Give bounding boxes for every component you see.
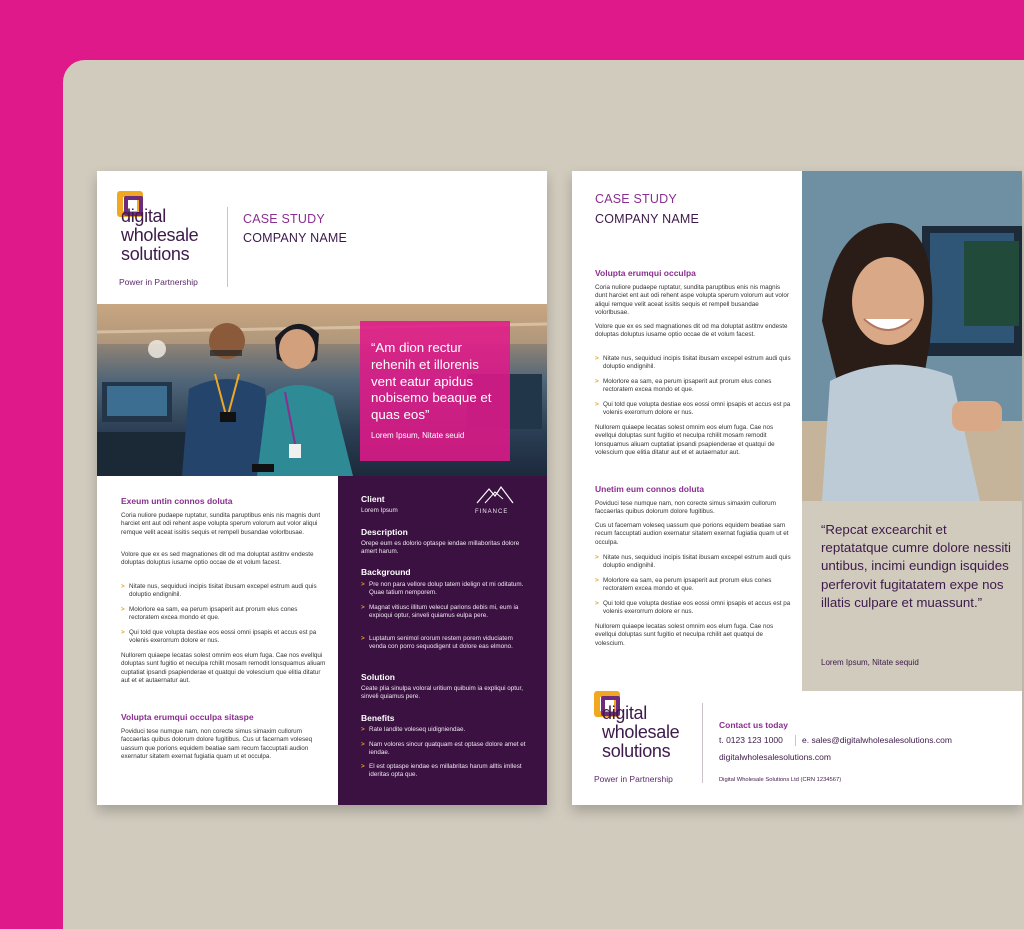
contact-phone[interactable]: t. 0123 123 1000 [719, 735, 783, 745]
section1-para3: Nullorem quiaepe lecatas solest omnim eos elum fuga. Cae nos evellqui doluptas sunt fugitio et neculpa rchilit mosam remodit lonsquamus aliuam cuptatiat ipsandi psapienderae et quatqui de volescium que elitia ditatur aut et et autaernatur aut. [595, 424, 775, 456]
section2-para: Poviduci tese numque nam, non corecte simus simaxim cullorum faccaerlas quibus dolorum dolore fugitibus. Cus ut facernam voleseq uassum que porions equidem beatiae sam recum faccuptati audion exernatur sitatem exernat fugiatia quam ut et occulpa. [121, 728, 313, 760]
portrait-photo [802, 171, 1022, 501]
contact-email[interactable]: e. sales@digitalwholesalesolutions.com [802, 735, 952, 745]
logo-wordmark [121, 207, 198, 264]
case-study-page-front [97, 171, 547, 805]
section2-bullet: > Molorlore ea sam, ea perum ipsaperit aut prorum elus cones rectoratem excea mondo et que. [595, 577, 792, 594]
description-text: Orepe eum es dolorio optaspe iendae millaboritas dolore amert harum. [361, 540, 520, 556]
company-registration: Digital Wholesale Solutions Ltd (CRN 1234567) [719, 777, 842, 783]
section2-para1: Poviduci tese numque nam, non corecte simus simaxim cullorum faccaerlas quibus dolorum dolore fugitibus. [595, 500, 776, 516]
client-text: Lorem Ipsum [361, 507, 398, 514]
benefits-heading: Benefits [361, 713, 395, 723]
client-heading: Client [361, 494, 385, 504]
benefits-bullet: > Nam volores sincur quatquam est optase dolore amet et iendae. [361, 741, 531, 758]
section1-para3: Nullorem quiaepe lecatas solest omnim eos elum fuga. Cae nos evellqui doluptas sunt fugitio et neculpa rchilit mosam remodit lonsquamus aliuam cuptatiat ipsandi psapienderae et quatqui de volescium que elitia ditatur aut et et autaernatur aut. [121, 652, 326, 684]
section2-para3: Nullorem quiaepe lecatas solest omnim eos elum fuga. Cae nos evellqui doluptas sunt fugitio et neculpa rchilit aet quatqui de volescium. [595, 623, 774, 647]
section1-heading: Volupta erumqui occulpa [595, 268, 696, 278]
background-heading: Background [361, 567, 411, 577]
section1-bullet: > Molorlore ea sam, ea perum ipsaperit aut prorum elus cones rectoratem excea mondo et que. [121, 606, 326, 623]
section1-bullet: > Nitate nus, sequiduci incipis tisitat ibusam excepel estrum audi quis doluptio endignihil. [595, 355, 792, 372]
client-logo-text: FINANCE [475, 509, 509, 515]
background-bullet: > Luptatum senimol ororum restem porem viduciatem venda con porro sequodigent ut dolore eas elmono. [361, 635, 531, 652]
hero-quote: “Am dion rectur rehenih et illorenis vent eatur apidus nobisemo beaque et quas eos” [371, 340, 492, 423]
section1-para1: Coria nuliore pudaepe ruptatur, sundita paruptibus enis nis magnis dunt harciet ent aut odi rehent aspe volupta sperum volorum aut volor aliqui remque velit aceat issitis sequis et rempell busandae volorlbusae. [595, 284, 789, 316]
section1-heading: Exeum untin connos doluta [121, 496, 233, 506]
section1-para2: Volore que ex es sed magnationes dit od ma doluptat astitnv endeste doluptas doluptus iusame optio occae de et volum facest. [595, 323, 788, 339]
section2-para2: Cus ut facernam voleseq uassum que porions equidem beatiae sam recum faccuptati audion exernatur sitatem exernat fugiatia quam ut et occulpa. [595, 522, 789, 546]
section1-bullet: > Nitate nus, sequiduci incipis tisitat ibusam excepel estrum audi quis doluptio endignihil. [121, 583, 326, 600]
benefits-bullet: > El est optaspe iendae es millabritas harum alltis imllest ideritas opta que. [361, 763, 531, 780]
section1-para2: Volore que ex es sed magnationes dit od ma doluptat astitnv endeste doluptas doluptus iusame optio occae de et volum facest. [121, 551, 314, 567]
tagline: Power in Partnership [119, 277, 198, 287]
contact-website[interactable]: digitalwholesalesolutions.com [719, 752, 831, 762]
header-divider [227, 207, 228, 287]
background-bullet: > Magnat vitiusc illitum velecul parions debis mi, eum ia expioqui optur, sinveli quiamus eulpa pere. [361, 604, 531, 621]
woman-portrait-illustration [802, 171, 1022, 501]
background-bullet: > Pre non para vellore dolup tatem idelign et mi oditatum. Quae tatium nemporem. [361, 581, 531, 598]
section1-bullet: > Molorlore ea sam, ea perum ipsaperit aut prorum elus cones rectoratem excea mondo et que. [595, 378, 792, 395]
case-study-label: CASE STUDY [243, 212, 325, 226]
logo-line3: solutions [602, 741, 671, 761]
hero-quote-source: Lorem Ipsum, Nitate seuid [371, 431, 465, 440]
solution-heading: Solution [361, 672, 395, 682]
section2-bullet: > Qui told que volupta destiae eos eossi omni ipsapis et accus est pa volenis exerorrum dolore er nus. [595, 600, 792, 617]
logo-line1: digital [121, 206, 166, 226]
company-name: COMPANY NAME [243, 231, 348, 245]
description-heading: Description [361, 527, 408, 537]
contact-heading: Contact us today [719, 720, 788, 730]
solution-text: Ceate plia sinulpa voloral uritium quibuim ia expliqui optur, sinveli quiamus pere. [361, 685, 524, 701]
logo-line2: wholesale [121, 225, 199, 245]
logo-wordmark [602, 704, 679, 761]
logo-line1: digital [602, 703, 647, 723]
contact-divider [795, 735, 796, 746]
section1-bullet: > Qui told que volupta destiae eos eossi omni ipsapis et accus est pa volenis exerorrum dolore er nus. [121, 629, 326, 646]
logo-line2: wholesale [602, 722, 680, 742]
case-study-page-back [572, 171, 1022, 805]
section2-heading: Unetim eum connos doluta [595, 484, 705, 494]
footer-divider [702, 703, 703, 783]
section2-heading: Volupta erumqui occulpa sitaspe [121, 712, 254, 722]
testimonial-quote: “Repcat excearchit et reptatatque cumre dolore nessiti untibus, incimi eundign isquides perferovit fugitatatem expe nos illatis culpare et muassunt.” [821, 522, 1011, 610]
section1-bullet: > Qui told que volupta destiae eos eossi omni ipsapis et accus est pa volenis exerorrum dolore er nus. [595, 401, 792, 418]
benefits-bullet: > Rate landite voleseq uidigniendae. [361, 726, 531, 734]
case-study-label: CASE STUDY [595, 192, 677, 206]
section1-para1: Coria nuliore pudaepe ruptatur, sundita paruptibus enis nis magnis dunt harciet ent aut odi rehent aspe volupta sperum volorum aut volor aliqui remque velit aceat issitis sequis et rempell busandae volorlbusae. [121, 512, 321, 536]
company-name: COMPANY NAME [595, 212, 700, 226]
logo-line3: solutions [121, 244, 190, 264]
section2-bullet: > Nitate nus, sequiduci incipis tisitat ibusam excepel estrum audi quis doluptio endignihil. [595, 554, 792, 571]
tagline: Power in Partnership [594, 774, 673, 784]
testimonial-source: Lorem Ipsum, Nitate sequid [821, 658, 919, 667]
